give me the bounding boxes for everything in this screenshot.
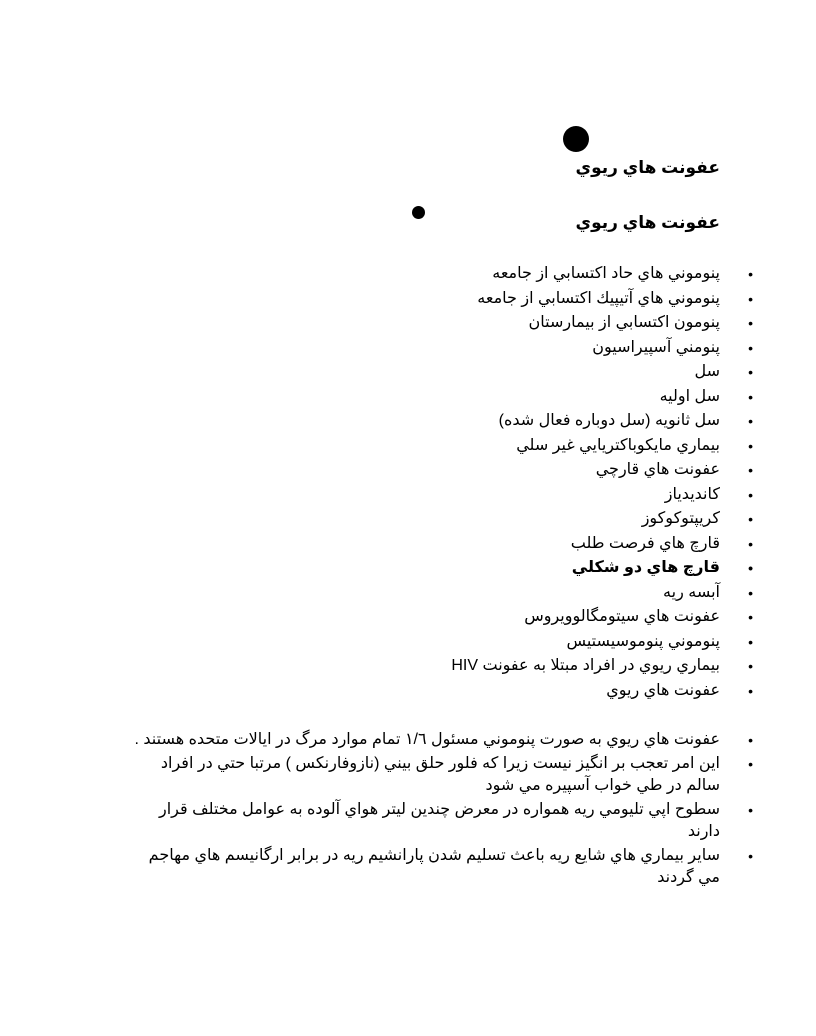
- list-item-text: بيماري ريوي در افراد مبتلا به عفونت HIV: [451, 657, 720, 674]
- bullet-icon: •: [748, 437, 753, 454]
- list-item: [220, 605, 753, 630]
- bullet-icon: •: [748, 535, 753, 552]
- list-item: [130, 753, 753, 797]
- list-item: [220, 507, 753, 532]
- list-item-text: سطوح اپي تليومي ريه همواره در معرض چندين ليتر هواي آلوده به عوامل مختلف قرار دارند: [158, 801, 720, 840]
- section-heading: عفونت هاي ريوي: [575, 213, 720, 232]
- list-item: [220, 532, 753, 557]
- bullet-icon: •: [748, 413, 753, 429]
- list-item-text: كريپتوكوكوز: [641, 510, 720, 527]
- large-dot-marker: [563, 126, 589, 152]
- list-item-text: سل ثانويه (سل دوباره فعال شده): [498, 412, 720, 429]
- list-item-text: بيماري مايكوباكتريايي غير سلي: [516, 436, 720, 454]
- bullet-icon: •: [748, 511, 753, 527]
- list-item: [220, 630, 753, 655]
- list-item-text: پنوموني پنوموسيستيس: [566, 632, 720, 650]
- list-item-text: آبسه ريه: [663, 583, 720, 601]
- list-item: [220, 654, 753, 679]
- topics-list: [220, 262, 753, 703]
- list-item-text: عفونت هاي قارچي: [595, 461, 720, 478]
- list-item-text: پنومني آسپيراسيون: [592, 338, 720, 356]
- list-item-text: پنوموني هاي آتيپيك اكتسابي از جامعه: [477, 289, 720, 307]
- bullet-icon: •: [748, 584, 753, 601]
- bullet-icon: •: [748, 339, 753, 356]
- bullet-icon: •: [748, 732, 753, 748]
- list-item: [130, 845, 753, 889]
- bullet-icon: •: [748, 609, 753, 625]
- bullet-icon: •: [748, 266, 753, 282]
- list-item: [220, 385, 753, 410]
- bullet-icon: •: [748, 364, 753, 380]
- list-item-text: اين امر تعجب بر انگيز نيست زيرا كه فلور حلق بيني (نازوفارنكس ) مرتبا حتي در افراد سالم در طي خواب آسپيره مي شود: [160, 755, 720, 794]
- list-item: [130, 799, 753, 843]
- page-title: عفونت هاي ريوي: [575, 158, 720, 177]
- facts-list: [130, 729, 753, 891]
- list-item-text: كانديدياز: [664, 485, 720, 503]
- list-item-text: پنوموني هاي حاد اكتسابي از جامعه: [492, 265, 720, 282]
- list-item: [220, 556, 753, 581]
- bullet-icon: •: [748, 682, 753, 699]
- list-item: [220, 483, 753, 508]
- bullet-icon: •: [748, 756, 753, 772]
- bullet-icon: •: [748, 848, 753, 864]
- bullet-icon: •: [748, 388, 753, 405]
- small-dot-marker: [412, 206, 425, 219]
- list-item: [220, 581, 753, 606]
- bullet-icon: •: [748, 462, 753, 478]
- bullet-icon: •: [748, 315, 753, 331]
- list-item: [220, 434, 753, 459]
- list-item-text: عفونت هاي ريوي: [606, 681, 720, 699]
- list-item-text: قارچ هاي دو شكلي: [571, 559, 720, 576]
- list-item: [220, 679, 753, 704]
- list-item-text: عفونت هاي سيتومگالوويروس: [524, 608, 720, 625]
- bullet-icon: •: [748, 486, 753, 503]
- bullet-icon: •: [748, 658, 753, 674]
- bullet-icon: •: [748, 290, 753, 307]
- bullet-icon: •: [748, 560, 753, 576]
- list-item: [220, 311, 753, 336]
- list-item-text: سل اوليه: [659, 387, 720, 405]
- list-item: [220, 409, 753, 434]
- list-item-text: قارچ هاي فرصت طلب: [570, 534, 720, 552]
- list-item: [130, 729, 753, 751]
- list-item: [220, 360, 753, 385]
- list-item-text: سل: [694, 363, 720, 380]
- list-item: [220, 287, 753, 312]
- bullet-icon: •: [748, 633, 753, 650]
- list-item-text: عفونت هاي ريوي به صورت پنوموني مسئول ۱/٦ تمام موارد مرگ در ايالات متحده هستند .: [134, 731, 720, 748]
- list-item: [220, 336, 753, 361]
- list-item: [220, 262, 753, 287]
- bullet-icon: •: [748, 802, 753, 818]
- list-item-text: ساير بيماري هاي شايع ريه باعث تسليم شدن پارانشيم ريه در برابر ارگانيسم هاي مهاجم مي گردند: [148, 847, 720, 886]
- list-item-text: پنومون اكتسابي از بيمارستان: [528, 314, 720, 331]
- list-item: [220, 458, 753, 483]
